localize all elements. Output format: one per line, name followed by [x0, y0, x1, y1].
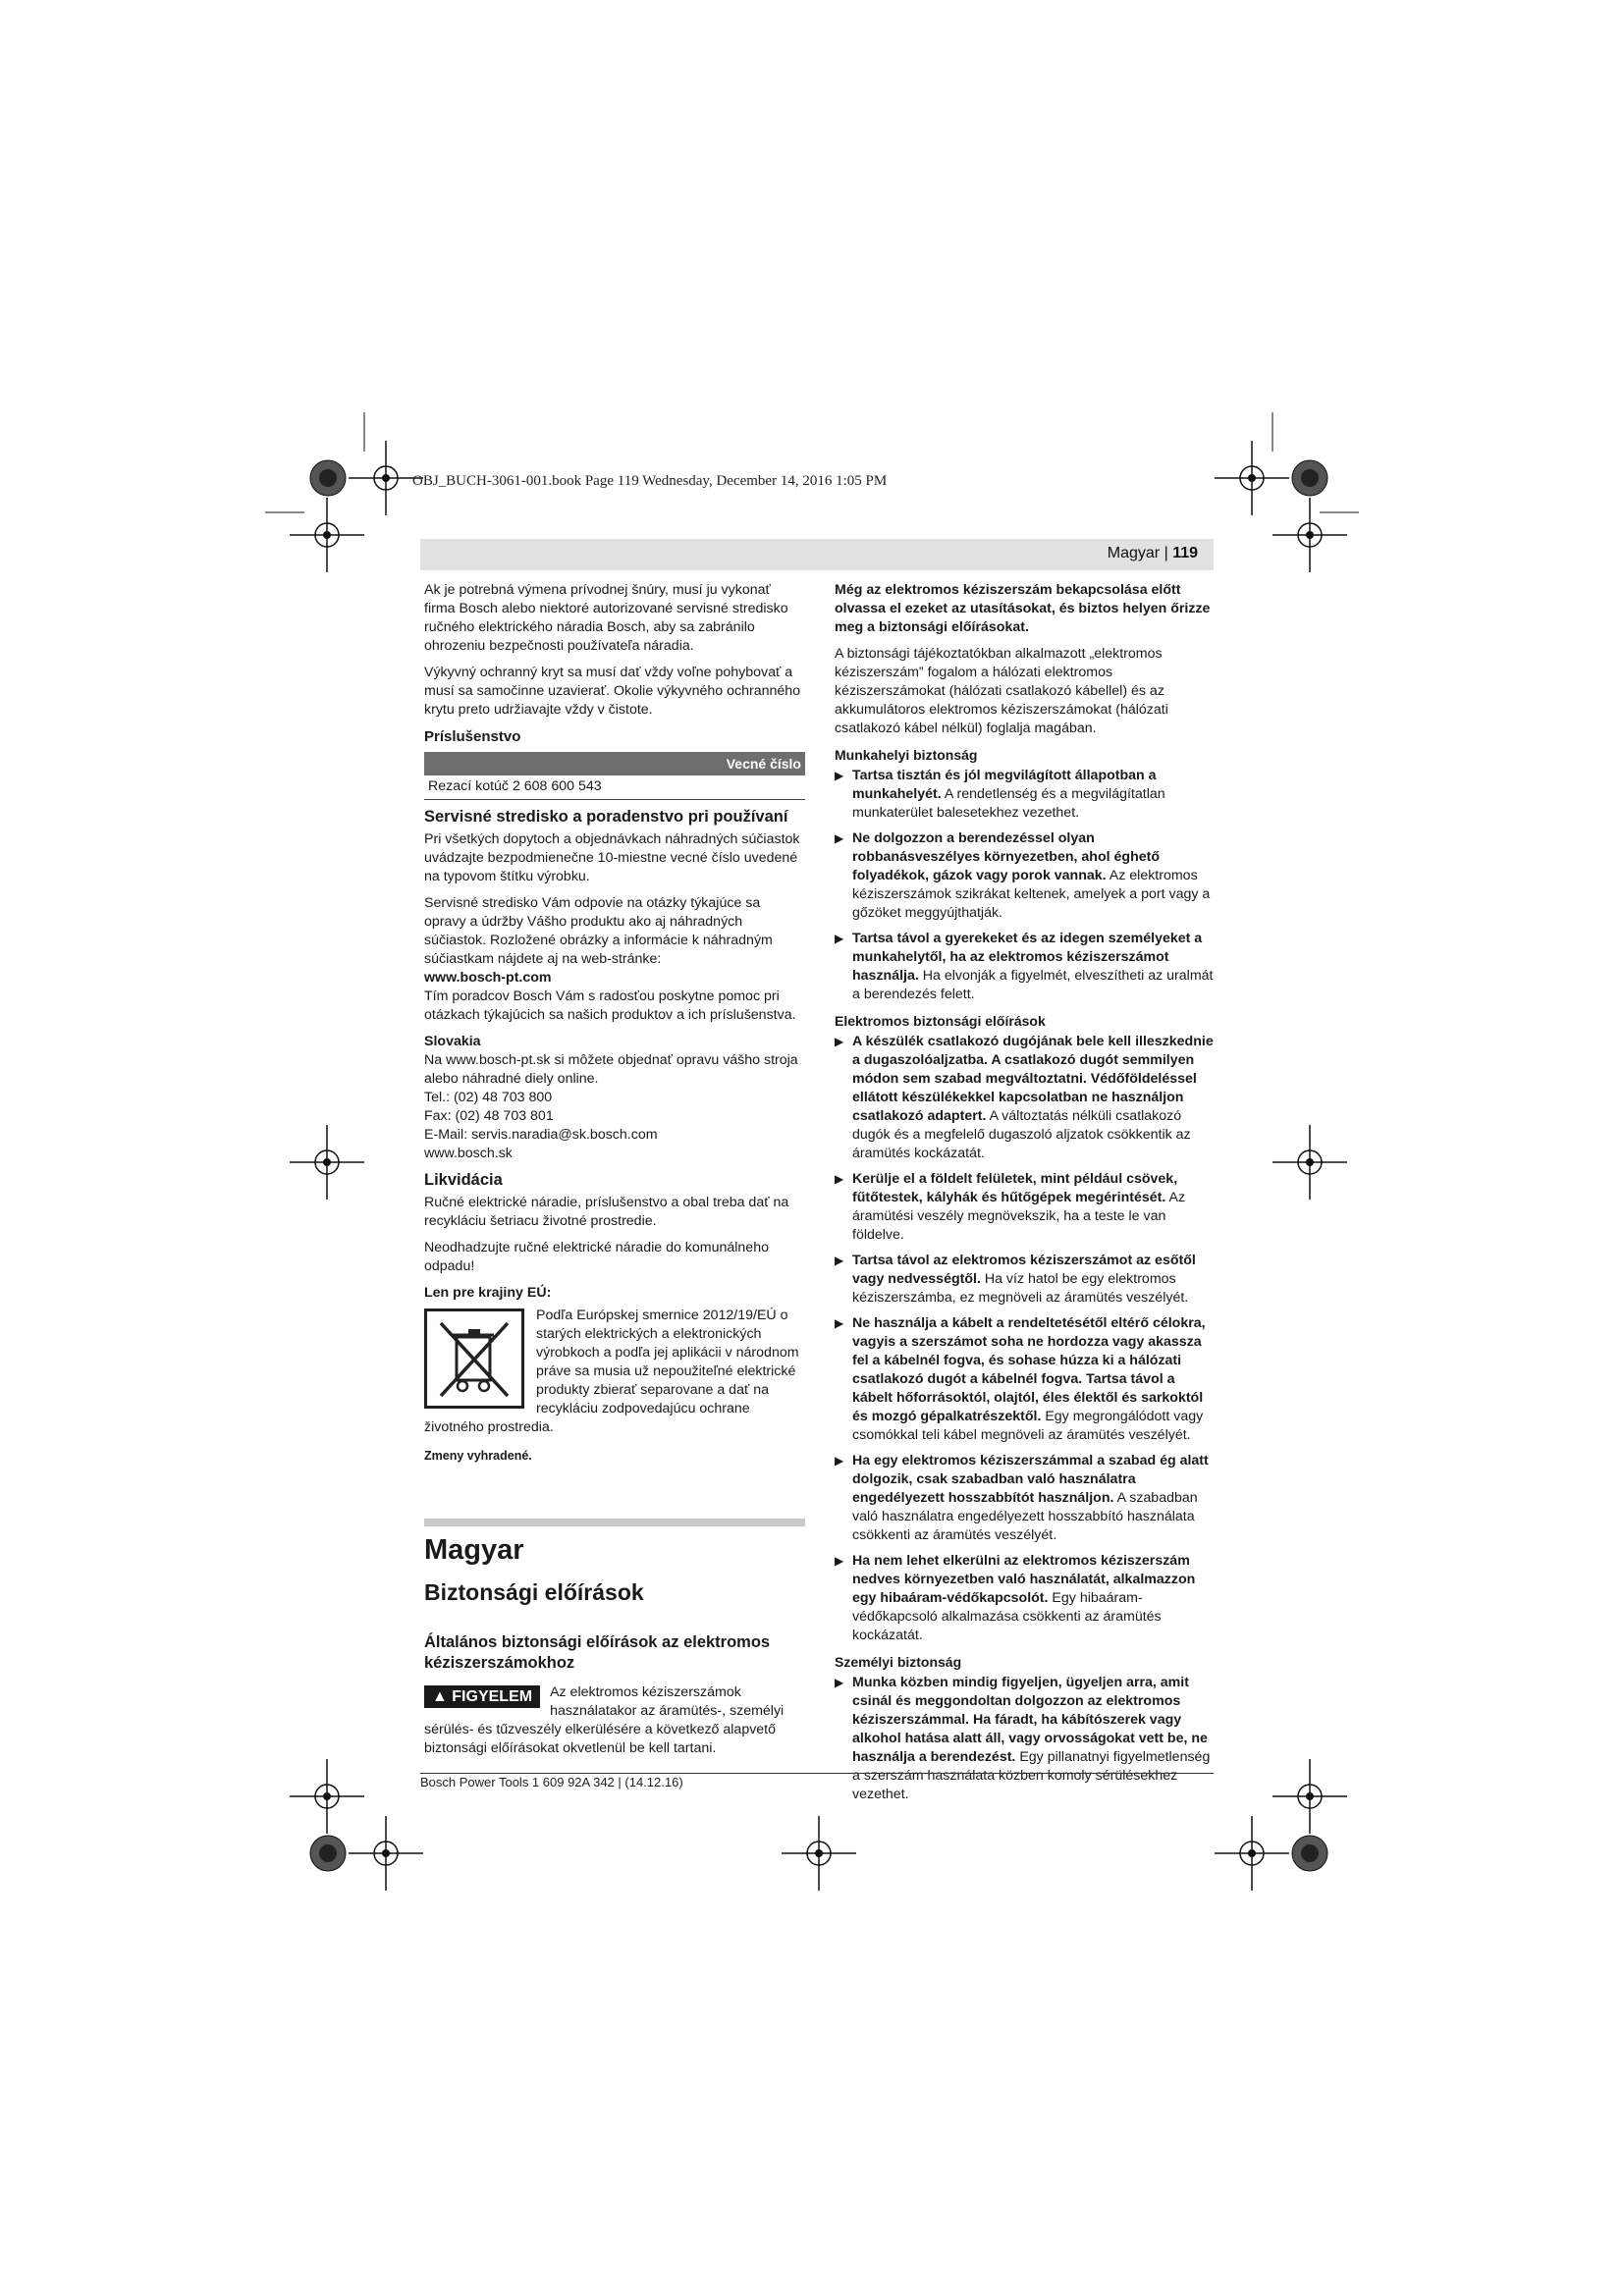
service-text-1: Pri všetkých dopytoch a objednávkach náhradných súčiastok uvádzajte bezpodmienečne 10-miestne vecné číslo uvedené na typovom štítku výrobku. [424, 831, 800, 884]
list-item: ▶ Ne használja a kábelt a rendeltetésétől eltérő célokra, vagyis a szerszámot soha ne hordozza vagy akassza fel a kábelnél fogva, és sohase húzza ki a hálózati csatlakozó dugót a kábelnél fogva. Tartsa távol a kábelt hőforrásoktól, olajtól, éles élektől és sarkoktól és mozgó gépalkatrészektől. Egy megrongálódott vagy csomókkal teli kábel megnöveli az áramütés veszélyét. [835, 1315, 1206, 1443]
weee-bin-icon [424, 1308, 524, 1409]
list-item: ▶ Ne dolgozzon a berendezéssel olyan robbanásveszélyes környezetben, ahol éghető folyadékok, gázok vagy porok vannak. Az elektromos kéziszerszámok szikrákat keltenek, amelyek a port vagy a gőzöket meggyújthatják. [835, 830, 1211, 921]
changes-note: Zmeny vyhradené. [424, 1449, 532, 1463]
intro-bold: Még az elektromos kéziszerszám bekapcsolása előtt olvassa el ezeket az utasításokat, és biztos helyen őrizze meg a biztonsági előírásokat. [835, 582, 1211, 635]
safety-heading: Biztonsági előírások [424, 1579, 644, 1605]
warning-text: Az elektromos kéziszerszámok használatakor az áramütés-, személyi sérülés- és tűzveszély elkerülésére a következő alapvető biztonsági előírásokat okvetlenül be kell tartani. [424, 1684, 785, 1756]
accessories-table-header: Vecné číslo [424, 752, 805, 775]
electrical-heading: Elektromos biztonsági előírások [835, 1013, 1046, 1029]
accessories-table-row: Rezací kotúč 2 608 600 543 [424, 775, 805, 800]
language-heading: Magyar [424, 1534, 524, 1566]
warning-block [424, 1683, 805, 1758]
section-divider [424, 1519, 805, 1758]
service-url: www.bosch-pt.com [424, 970, 552, 986]
list-item: ▶ Tartsa távol a gyerekeket és az idegen személyeket a munkahelytől, ha az elektromos kéziszerszámot használja. Ha elvonják a figyelmét, elveszítheti az uralmát a berendezés felett. [835, 931, 1214, 1002]
page-header-bar [420, 539, 1214, 570]
footer-rule [420, 1773, 1214, 1774]
eu-block [424, 1307, 805, 1437]
work-area-heading: Munkahelyi biztonság [835, 747, 978, 763]
disposal-text-2: Neodhadzujte ručné elektrické náradie do komunálneho odpadu! [424, 1240, 769, 1274]
country-heading: Slovakia [424, 1034, 481, 1049]
accessories-heading: Príslušenstvo [424, 728, 521, 745]
list-item: ▶ Tartsa tisztán és jól megvilágított állapotban a munkahelyét. A rendetlenség és a megvilágítatlan munkaterület balesetekhez vezethet. [835, 768, 1165, 821]
list-item: ▶ Kerülje el a földelt felületek, mint például csövek, fűtőtestek, kályhák és hűtőgépek megérintését. Az áramütési veszély megnövekszik, ha a teste le van földelve. [835, 1171, 1186, 1243]
page-header: Magyar | 119 [1107, 545, 1198, 561]
list-item: ▶ Tartsa távol az elektromos kéziszerszámot az esőtől vagy nedvességtől. Ha víz hatol be egy elektromos kéziszerszámba, ez megnöveli az áramütés veszélyét. [835, 1253, 1196, 1306]
phone: Tel.: (02) 48 703 800 [424, 1090, 553, 1105]
page-footer: Bosch Power Tools 1 609 92A 342 | (14.12.16) [420, 1775, 683, 1789]
list-item: ▶ Ha egy elektromos kéziszerszámmal a szabad ég alatt dolgozik, csak szabadban való használatra engedélyezett hosszabbítót használjon. A szabadban való használatra engedélyezett hosszabbító használata csökkenti az áramütés veszélyét. [835, 1453, 1209, 1543]
print-slug: OBJ_BUCH-3061-001.book Page 119 Wednesday, December 14, 2016 1:05 PM [412, 473, 888, 489]
slovakia-text: Na www.bosch-pt.sk si môžete objednať opravu vášho stroja alebo náhradné diely online. [424, 1052, 798, 1087]
right-column [835, 581, 1214, 1811]
guard-text: Výkyvný ochranný kryt sa musí dať vždy voľne pohybovať a musí sa samočinne uzavierať. Okolie výkyvného ochranného krytu preto udržiavajte vždy v čistote. [424, 665, 801, 718]
eu-heading: Len pre krajiny EÚ: [424, 1285, 552, 1301]
intro-text: A biztonsági tájékoztatókban alkalmazott „elektromos kéziszerszám” fogalom a hálózati elektromos kéziszerszámokat (hálózati csatlakozó kábellel) és az akkumulátoros elektromos kéziszerszámokat (hálózati csatlakozó kábel nélkül) foglalja magában. [835, 646, 1168, 736]
list-item: ▶ Ha nem lehet elkerülni az elektromos kéziszerszám nedves környezetben való használatát, alkalmazzon egy hibaáram-védőkapcsolót. Egy hibaáram-védőkapcsoló alkalmazása csökkenti az áramütés kockázatát. [835, 1553, 1196, 1643]
general-safety-heading: Általános biztonsági előírások az elektromos kéziszerszámokhoz [424, 1633, 771, 1672]
header-lang: Magyar [1107, 545, 1161, 561]
list-item: ▶ Munka közben mindig figyeljen, ügyeljen arra, amit csinál és meggondoltan dolgozzon az elektromos kéziszerszámmal. Ha fáradt, ha kábítószerek vagy alkohol hatása alatt áll, vagy orvosságokat vett be, ne használja a berendezést. Egy pillanatnyi figyelmetlenség a szerszám használata közben komoly sérülésekhez vezethet. [835, 1675, 1211, 1802]
warning-badge: ▲ FIGYELEM [424, 1685, 540, 1708]
service-text-2: Servisné stredisko Vám odpovie na otázky týkajúce sa opravy a údržby Vášho produktu ako aj náhradných súčiastok. Rozložené obrázky a informácie k náhradným súčiastkam nájdete aj na web-stránke: [424, 895, 773, 967]
disposal-heading: Likvidácia [424, 1171, 503, 1189]
fax: Fax: (02) 48 703 801 [424, 1108, 554, 1124]
personal-safety-heading: Személyi biztonság [835, 1654, 962, 1670]
page-number: 119 [1172, 545, 1198, 561]
color-target-icon [310, 460, 346, 496]
service-text-3: Tím poradcov Bosch Vám s radosťou poskytne pomoc pri otázkach týkajúcich sa našich produktov a ich príslušenstva. [424, 988, 796, 1023]
cord-replacement-text: Ak je potrebná výmena prívodnej šnúry, musí ju vykonať firma Bosch alebo niektoré autorizované servisné stredisko ručného elektrického náradia Bosch, aby sa zabránilo ohrozeniu bezpečnosti používateľa náradia. [424, 582, 788, 654]
email: E-Mail: servis.naradia@sk.bosch.com [424, 1127, 658, 1143]
disposal-text-1: Ručné elektrické náradie, príslušenstvo a obal treba dať na recykláciu šetriacu životné prostredie. [424, 1195, 789, 1229]
service-heading: Servisné stredisko a poradenstvo pri používaní [424, 808, 788, 826]
eu-text: Podľa Európskej smernice 2012/19/EÚ o starých elektrických a elektronických výrobkoch a podľa jej aplikácii v národnom práve sa musia už nepoužiteľné elektrické produkty zbierať separovane a dať na recykláciu zodpovedajúcu ochrane životného prostredia. [424, 1308, 799, 1435]
website: www.bosch.sk [424, 1146, 513, 1161]
left-column [424, 581, 805, 1758]
list-item: ▶ A készülék csatlakozó dugójának bele kell illeszkednie a dugaszolóaljzatba. A csatlakozó dugót semmilyen módon sem szabad megváltoztatni. Védőföldeléssel ellátott készülékekkel kapcsolatban ne használjon csatlakozó adaptert. A változtatás nélküli csatlakozó dugók és a megfelelő dugaszoló aljzatok csökkentik az áramütés kockázatát. [835, 1034, 1214, 1161]
